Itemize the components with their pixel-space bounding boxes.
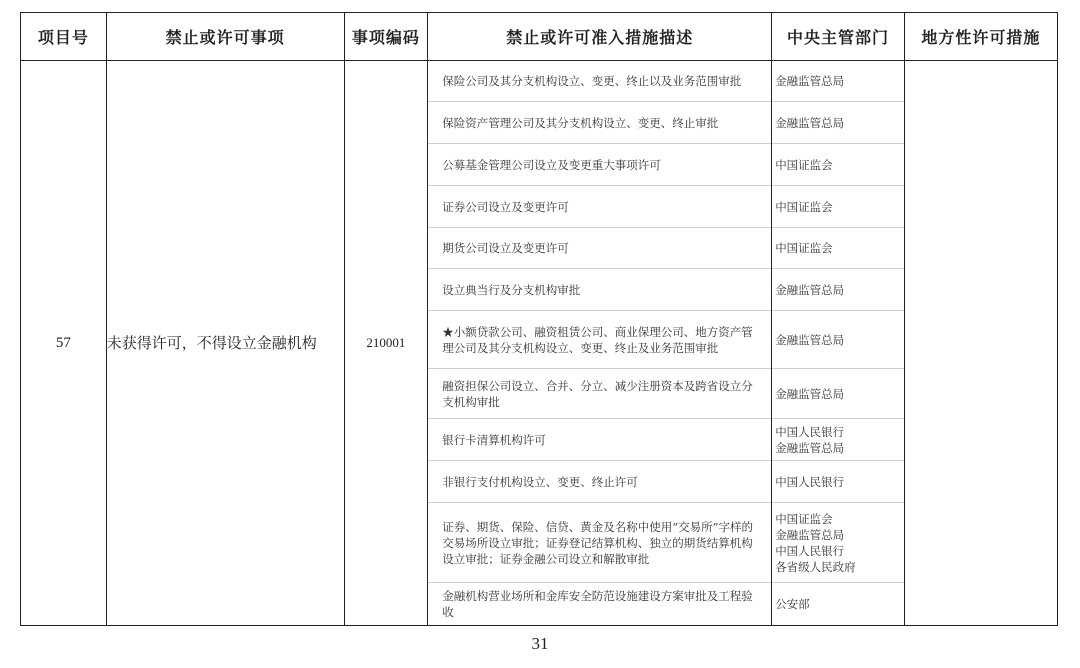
table-header-row	[21, 13, 1058, 61]
header-item-code: 事项编码	[344, 13, 428, 61]
department-name: 金融监管总局	[772, 369, 904, 419]
header-measure-description: 禁止或许可准入措施描述	[428, 13, 772, 61]
measure-description: ★小额贷款公司、融资租赁公司、商业保理公司、地方资产管理公司及其分支机构设立、变更、终止及业务范围审批	[428, 311, 771, 369]
item-name-cell: 未获得许可，不得设立金融机构	[106, 61, 344, 626]
department-name: 金融监管总局	[772, 61, 904, 102]
header-item-name: 禁止或许可事项	[106, 13, 344, 61]
measure-description: 公募基金管理公司设立及变更重大事项许可	[428, 144, 771, 186]
page-number: 31	[531, 634, 549, 653]
market-access-table	[20, 12, 1058, 626]
measure-description: 证券公司设立及变更许可	[428, 186, 771, 228]
department-name: 金融监管总局	[772, 269, 904, 311]
header-local-measures: 地方性许可措施	[904, 13, 1057, 61]
measure-description: 证券、期货、保险、信贷、黄金及名称中使用“交易所”字样的交易场所设立审批；证券登记结算机构、独立的期货结算机构设立审批；证券金融公司设立和解散审批	[428, 503, 771, 583]
department-name: 中国证监会	[772, 186, 904, 228]
measure-description: 金融机构营业场所和金库安全防范设施建设方案审批及工程验收	[442, 589, 753, 619]
department-name: 金融监管总局	[772, 311, 904, 369]
department-name: 中国证监会	[772, 228, 904, 269]
measure-description-cell	[428, 61, 772, 626]
header-central-department: 中央主管部门	[772, 13, 905, 61]
department-name: 中国人民银行 金融监管总局	[772, 419, 904, 461]
header-item-number: 项目号	[21, 13, 107, 61]
measure-description: 银行卡清算机构许可	[428, 419, 771, 461]
department-name: 金融监管总局	[772, 102, 904, 144]
department-name: 中国证监会	[772, 144, 904, 186]
table-row	[21, 61, 1058, 626]
department-name: 中国证监会 金融监管总局 中国人民银行 各省级人民政府	[772, 503, 904, 583]
local-measures-cell	[904, 61, 1057, 626]
department-name: 公安部	[775, 597, 810, 611]
measure-description: 保险公司及其分支机构设立、变更、终止以及业务范围审批	[428, 61, 771, 102]
measure-description: 保险资产管理公司及其分支机构设立、变更、终止审批	[428, 102, 771, 144]
measure-description: 期货公司设立及变更许可	[428, 228, 771, 269]
item-code-cell: 210001	[344, 61, 428, 626]
measure-description: 融资担保公司设立、合并、分立、减少注册资本及跨省设立分支机构审批	[428, 369, 771, 419]
item-number-cell: 57	[21, 61, 107, 626]
department-name: 中国人民银行	[772, 461, 904, 503]
central-department-cell	[772, 61, 905, 626]
measure-description: 设立典当行及分支机构审批	[428, 269, 771, 311]
measure-description: 非银行支付机构设立、变更、终止许可	[428, 461, 771, 503]
